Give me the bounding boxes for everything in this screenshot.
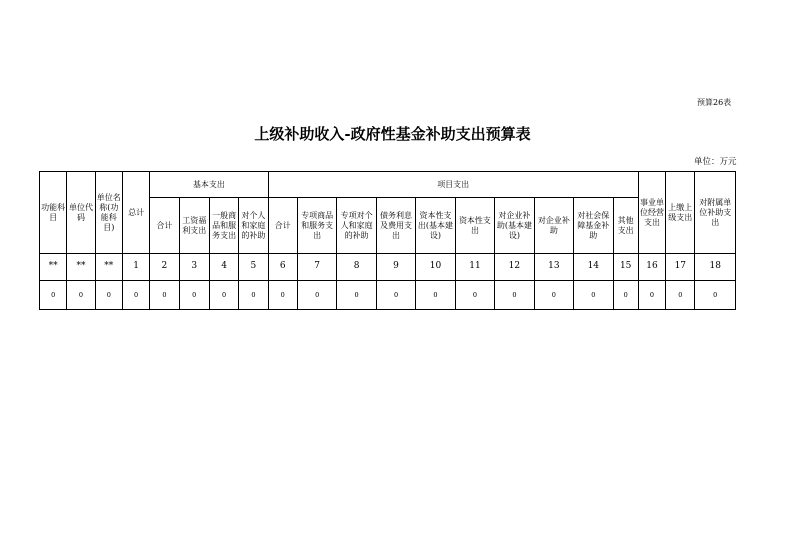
data-cell: 0 xyxy=(150,281,179,310)
data-cell: 0 xyxy=(95,281,122,310)
data-cell: 0 xyxy=(337,281,376,310)
header-project-qiye-jianshe: 对企业补助(基本建设) xyxy=(495,198,534,254)
header-basic-geren: 对个人和家庭的补助 xyxy=(239,198,268,254)
data-cell: 0 xyxy=(209,281,238,310)
header-project-shangpin: 专项商品和服务支出 xyxy=(297,198,336,254)
number-cell: 4 xyxy=(209,254,238,281)
data-cell: 0 xyxy=(455,281,494,310)
header-xiangmu-zhichu: 项目支出 xyxy=(268,172,638,198)
budget-table xyxy=(39,171,736,310)
number-cell: 2 xyxy=(150,254,179,281)
data-cell: 0 xyxy=(416,281,455,310)
number-cell: 11 xyxy=(455,254,494,281)
number-cell: ** xyxy=(67,254,95,281)
header-shiye-jingying: 事业单位经营支出 xyxy=(638,172,665,254)
number-cell: 1 xyxy=(122,254,149,281)
data-cell: 0 xyxy=(695,281,736,310)
table-number: 预算26表 xyxy=(697,98,732,107)
data-cell: 0 xyxy=(122,281,149,310)
number-cell: 15 xyxy=(613,254,638,281)
header-basic-gongzi: 工资福利支出 xyxy=(179,198,209,254)
number-cell: 8 xyxy=(337,254,376,281)
header-row-1 xyxy=(40,172,736,198)
header-project-ziben-jianshe: 资本性支出(基本建设) xyxy=(416,198,455,254)
header-project-ziben: 资本性支出 xyxy=(455,198,494,254)
header-dui-fushu: 对附属单位补助支出 xyxy=(695,172,736,254)
header-shangjiao-shangji: 上缴上级支出 xyxy=(666,172,695,254)
data-cell: 0 xyxy=(638,281,665,310)
number-cell: 3 xyxy=(179,254,209,281)
header-gongneng-kemu: 功能科目 xyxy=(40,172,67,254)
data-row xyxy=(40,281,736,310)
data-cell: 0 xyxy=(534,281,573,310)
header-jiben-zhichu: 基本支出 xyxy=(150,172,268,198)
data-cell: 0 xyxy=(666,281,695,310)
header-danwei-mingcheng: 单位名称(功能科目) xyxy=(95,172,122,254)
header-project-heji: 合计 xyxy=(268,198,297,254)
header-project-geren: 专项对个人和家庭的补助 xyxy=(337,198,376,254)
header-basic-heji: 合计 xyxy=(150,198,179,254)
header-danwei-daima: 单位代码 xyxy=(67,172,95,254)
data-cell: 0 xyxy=(40,281,67,310)
number-cell: 13 xyxy=(534,254,573,281)
data-cell: 0 xyxy=(495,281,534,310)
number-cell: 14 xyxy=(574,254,613,281)
number-cell: 6 xyxy=(268,254,297,281)
number-row xyxy=(40,254,736,281)
header-project-shebao: 对社会保障基金补助 xyxy=(574,198,613,254)
number-cell: 5 xyxy=(239,254,268,281)
data-cell: 0 xyxy=(574,281,613,310)
data-cell: 0 xyxy=(179,281,209,310)
data-cell: 0 xyxy=(239,281,268,310)
header-zongji: 总计 xyxy=(122,172,149,254)
number-cell: ** xyxy=(40,254,67,281)
header-project-qiye: 对企业补助 xyxy=(534,198,573,254)
header-project-qita: 其他支出 xyxy=(613,198,638,254)
number-cell: 7 xyxy=(297,254,336,281)
data-cell: 0 xyxy=(268,281,297,310)
number-cell: 18 xyxy=(695,254,736,281)
header-basic-shangpin: 一般商品和服务支出 xyxy=(209,198,238,254)
number-cell: 16 xyxy=(638,254,665,281)
data-cell: 0 xyxy=(376,281,415,310)
data-cell: 0 xyxy=(297,281,336,310)
number-cell: 12 xyxy=(495,254,534,281)
data-cell: 0 xyxy=(613,281,638,310)
data-cell: 0 xyxy=(67,281,95,310)
number-cell: ** xyxy=(95,254,122,281)
number-cell: 17 xyxy=(666,254,695,281)
unit-label: 单位：万元 xyxy=(694,157,737,167)
number-cell: 10 xyxy=(416,254,455,281)
number-cell: 9 xyxy=(376,254,415,281)
page-title: 上级补助收入-政府性基金补助支出预算表 xyxy=(254,125,531,143)
header-project-zhaiwu: 债务利息及费用支出 xyxy=(376,198,415,254)
